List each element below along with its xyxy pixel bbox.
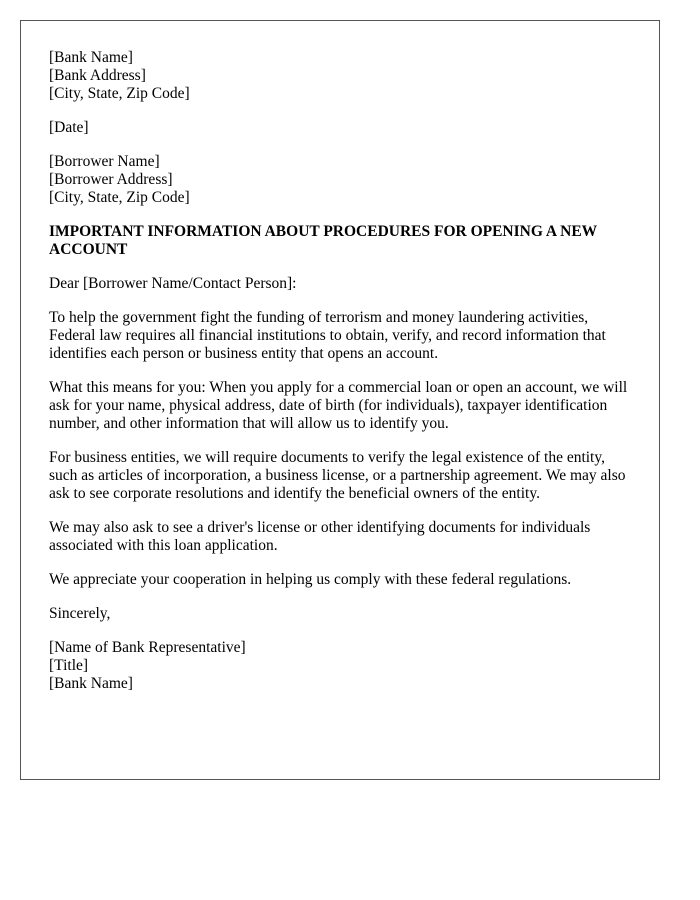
salutation: Dear [Borrower Name/Contact Person]: <box>49 275 297 292</box>
sender-city-state-zip: [City, State, Zip Code] <box>49 85 190 102</box>
signature-bank-name: [Bank Name] <box>49 675 133 692</box>
letter-page <box>20 20 660 780</box>
signature-representative-name: [Name of Bank Representative] <box>49 639 246 656</box>
recipient-address-block <box>49 153 631 207</box>
body-paragraph-4: We may also ask to see a driver's license or other identifying documents for individuals associated with this loan application. <box>49 519 591 554</box>
sender-bank-address: [Bank Address] <box>49 67 146 84</box>
sender-bank-name: [Bank Name] <box>49 49 133 66</box>
date-block <box>49 119 631 137</box>
body-paragraph-1: To help the government fight the funding of terrorism and money laundering activities, Federal law requires all financial institutions to obtain, verify, and record information that identifies each person or business entity that opens an account. <box>49 309 606 362</box>
body-paragraph-5: We appreciate your cooperation in helping us comply with these federal regulations. <box>49 571 572 588</box>
signature-block <box>49 639 631 693</box>
recipient-borrower-address: [Borrower Address] <box>49 171 173 188</box>
letter-date: [Date] <box>49 119 89 136</box>
letter-subject: IMPORTANT INFORMATION ABOUT PROCEDURES FOR OPENING A NEW ACCOUNT <box>49 223 597 258</box>
sender-address-block <box>49 49 631 103</box>
recipient-city-state-zip: [City, State, Zip Code] <box>49 189 190 206</box>
signature-title: [Title] <box>49 657 89 674</box>
body-paragraph-3: For business entities, we will require documents to verify the legal existence of the entity, such as articles of incorporation, a business license, or a partnership agreement. We may also ask to see corporate resolutions and identify the beneficial owners of the entity. <box>49 449 626 502</box>
closing: Sincerely, <box>49 605 111 622</box>
recipient-borrower-name: [Borrower Name] <box>49 153 160 170</box>
body-paragraph-2: What this means for you: When you apply for a commercial loan or open an account, we will ask for your name, physical address, date of birth (for individuals), taxpayer identification number, and other information that will allow us to identify you. <box>49 379 628 432</box>
